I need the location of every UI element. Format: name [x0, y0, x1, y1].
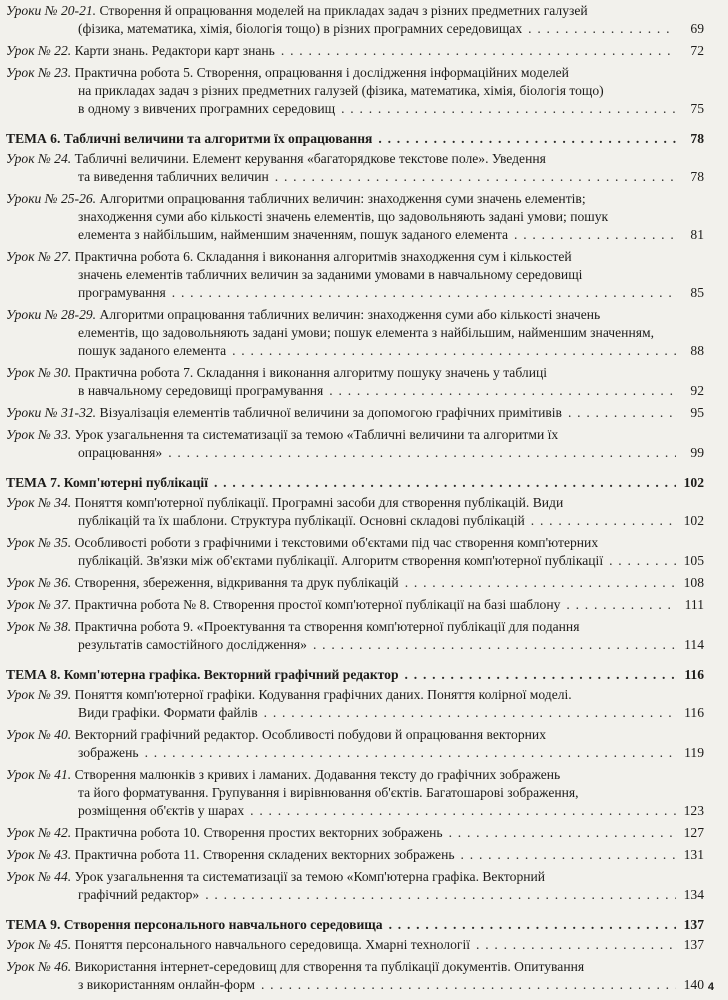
entry-line [6, 342, 704, 360]
topic-heading [6, 130, 704, 148]
lesson-title-text: Практична робота 11. Створення складених векторних зображень [74, 847, 455, 862]
entry-line [6, 494, 704, 512]
lesson-entry [6, 364, 704, 400]
page-ref: 102 [683, 513, 704, 528]
page-ref: 72 [690, 43, 704, 58]
entry-line [6, 802, 704, 820]
topic-title: ТЕМА 7. Комп'ютерні публікації [6, 475, 208, 490]
entry-line [6, 784, 704, 802]
lesson-title-text: Практична робота 9. «Проектування та створення комп'ютерної публікації для подання [74, 619, 580, 634]
dot-leader [172, 284, 676, 302]
lesson-label: Урок № 27. [6, 249, 72, 264]
entry-line [6, 208, 704, 226]
lesson-label: Урок № 42. [6, 825, 72, 840]
dot-leader [476, 936, 676, 954]
lesson-title-text: Практична робота 10. Створення простих векторних зображень [74, 825, 443, 840]
lesson-entry [6, 936, 704, 954]
lesson-label: Урок № 43. [6, 847, 72, 862]
lesson-title-text: Види графіки. Формати файлів [78, 705, 258, 720]
page-number: 4 [707, 981, 714, 993]
lesson-label: Урок № 40. [6, 727, 72, 742]
entry-line [6, 266, 704, 284]
entry-line [6, 324, 704, 342]
entry-line [6, 168, 704, 186]
page-ref: 69 [690, 21, 704, 36]
lesson-label: Урок № 45. [6, 937, 72, 952]
entry-line [6, 306, 704, 324]
lesson-title-text: Практична робота 6. Складання і виконання алгоритмів знаходження сум і кількостей [74, 249, 572, 264]
page-ref: 99 [690, 445, 704, 460]
lesson-title-text: Карти знань. Редактори карт знань [74, 43, 275, 58]
lesson-title-text: Поняття комп'ютерної публікації. Програмні засоби для створення публікацій. Види [74, 495, 564, 510]
lesson-label: Урок № 38. [6, 619, 72, 634]
lesson-title-text: Поняття персонального навчального середовища. Хмарні технології [74, 937, 470, 952]
lesson-title-text: публікацій та їх шаблони. Структура публікації. Основні складові публікацій [78, 513, 525, 528]
page-ref: 127 [683, 825, 704, 840]
dot-leader [514, 226, 676, 244]
lesson-entry [6, 574, 704, 592]
entry-line [6, 284, 704, 302]
lesson-label: Уроки № 20-21. [6, 3, 97, 18]
dot-leader [449, 824, 676, 842]
lesson-title-text: Створення й опрацювання моделей на прикладах задач з різних предметних галузей [99, 3, 588, 18]
dot-leader [389, 916, 676, 934]
dot-leader [261, 976, 676, 994]
lesson-title-text: в одному з вивчених програмних середовищ [78, 101, 336, 116]
page-ref: 140 [683, 977, 704, 992]
page-ref: 134 [683, 887, 704, 902]
dot-leader [405, 666, 676, 684]
lesson-title-text: Табличні величини. Елемент керування «багаторядкове текстове поле». Уведення [74, 151, 546, 166]
page-ref: 131 [683, 847, 704, 862]
entry-line [6, 100, 704, 118]
page-ref: 95 [690, 405, 704, 420]
lesson-label: Урок № 37. [6, 597, 72, 612]
dot-leader [531, 512, 676, 530]
lesson-label: Урок № 41. [6, 767, 72, 782]
lesson-entry [6, 64, 704, 118]
page-ref: 85 [690, 285, 704, 300]
lesson-entry [6, 404, 704, 422]
page-ref: 75 [690, 101, 704, 116]
entry-line [6, 426, 704, 444]
lesson-title-text: Векторний графічний редактор. Особливості побудови й опрацювання векторних [74, 727, 546, 742]
entry-line [6, 20, 704, 38]
lesson-title-text: елемента з найбільшим, найменшим значенням, пошук заданого елемента [78, 227, 509, 242]
lesson-label: Урок № 35. [6, 535, 72, 550]
lesson-label: Уроки № 25-26. [6, 191, 97, 206]
dot-leader [168, 444, 676, 462]
dot-leader [145, 744, 676, 762]
dot-leader [232, 342, 676, 360]
entry-line [6, 382, 704, 400]
entry-line [6, 226, 704, 244]
entry-line [6, 574, 704, 592]
lesson-title-text: Алгоритми опрацювання табличних величин: знаходження суми або кількості значень [99, 307, 601, 322]
dot-leader [250, 802, 676, 820]
topic-heading [6, 916, 704, 934]
page-ref: 116 [684, 667, 704, 682]
entry-line [6, 976, 704, 994]
lesson-title-text: Урок узагальнення та систематизації за темою «Табличні величини та алгоритми їх [74, 427, 559, 442]
lesson-title-text: Практична робота № 8. Створення простої комп'ютерної публікації на базі шаблону [74, 597, 561, 612]
entry-line [6, 824, 704, 842]
lesson-label: Урок № 34. [6, 495, 72, 510]
lesson-entry [6, 868, 704, 904]
lesson-entry [6, 596, 704, 614]
lesson-label: Урок № 36. [6, 575, 72, 590]
lesson-entry [6, 618, 704, 654]
lesson-title-text: результатів самостійного дослідження» [78, 637, 307, 652]
lesson-entry [6, 686, 704, 722]
lesson-title-text: програмування [78, 285, 166, 300]
lesson-entry [6, 534, 704, 570]
lesson-title-text: з використанням онлайн-форм [78, 977, 255, 992]
topic-title: ТЕМА 8. Комп'ютерна графіка. Векторний графічний редактор [6, 667, 399, 682]
page-ref: 116 [684, 705, 704, 720]
entry-line [6, 636, 704, 654]
lesson-entry [6, 42, 704, 60]
lesson-entry [6, 2, 704, 38]
lesson-title-text: зображень [78, 745, 139, 760]
lesson-title-text: Алгоритми опрацювання табличних величин: знаходження суми значень елементів; [99, 191, 586, 206]
dot-leader [214, 474, 676, 492]
topic-heading [6, 666, 704, 684]
entry-line [6, 704, 704, 722]
page-ref: 88 [690, 343, 704, 358]
entry-line [6, 64, 704, 82]
entry-line [6, 666, 704, 684]
entry-line [6, 190, 704, 208]
lesson-entry [6, 766, 704, 820]
entry-line [6, 42, 704, 60]
dot-leader [378, 130, 676, 148]
dot-leader [405, 574, 676, 592]
entry-line [6, 2, 704, 20]
entry-line [6, 82, 704, 100]
lesson-title-text: Практична робота 5. Створення, опрацювання і дослідження інформаційних моделей [74, 65, 569, 80]
lesson-entry [6, 150, 704, 186]
table-of-contents [6, 2, 704, 998]
lesson-entry [6, 726, 704, 762]
lesson-title-text: публікацій. Зв'язки між об'єктами публікації. Алгоритм створення комп'ютерної публікації [78, 553, 604, 568]
page-ref: 81 [690, 227, 704, 242]
topic-title: ТЕМА 9. Створення персонального навчального середовища [6, 917, 383, 932]
lesson-entry [6, 958, 704, 994]
entry-line [6, 958, 704, 976]
page-ref: 114 [684, 637, 704, 652]
entry-line [6, 248, 704, 266]
lesson-title-text: (фізика, математика, хімія, біологія тощо) в різних програмних середовищах [78, 21, 523, 36]
dot-leader [275, 168, 676, 186]
lesson-title-text: розміщення об'єктів у шарах [78, 803, 245, 818]
lesson-entry [6, 306, 704, 360]
lesson-title-text: Поняття комп'ютерної графіки. Кодування графічних даних. Поняття колірної моделі. [74, 687, 572, 702]
lesson-entry [6, 248, 704, 302]
dot-leader [205, 886, 676, 904]
entry-line [6, 766, 704, 784]
entry-line [6, 596, 704, 614]
dot-leader [566, 596, 676, 614]
entry-line [6, 130, 704, 148]
lesson-title-text: в навчальному середовищі програмування [78, 383, 324, 398]
entry-line [6, 534, 704, 552]
lesson-title-text: Особливості роботи з графічними і текстовими об'єктами під час створення комп'ютерних [74, 535, 599, 550]
lesson-label: Урок № 24. [6, 151, 72, 166]
page-ref: 92 [690, 383, 704, 398]
page-ref: 105 [683, 553, 704, 568]
page-ref: 123 [683, 803, 704, 818]
dot-leader [329, 382, 676, 400]
lesson-label: Урок № 46. [6, 959, 72, 974]
topic-heading [6, 474, 704, 492]
entry-line [6, 936, 704, 954]
entry-line [6, 686, 704, 704]
lesson-title-text: та його форматування. Групування і вирівнювання об'єктів. Багатошарові зображення, [78, 785, 579, 800]
lesson-entry [6, 824, 704, 842]
page-ref: 137 [683, 937, 704, 952]
lesson-entry [6, 190, 704, 244]
lesson-title-text: пошук заданого елемента [78, 343, 227, 358]
topic-title: ТЕМА 6. Табличні величини та алгоритми їх опрацювання [6, 131, 373, 146]
page-ref: 137 [683, 917, 704, 932]
lesson-title-text: Візуалізація елементів табличної величини за допомогою графічних примітивів [99, 405, 562, 420]
lesson-title-text: Урок узагальнення та систематизації за темою «Комп'ютерна графіка. Векторний [74, 869, 546, 884]
lesson-title-text: Створення, збереження, відкривання та друк публікацій [74, 575, 399, 590]
entry-line [6, 868, 704, 886]
lesson-title-text: елементів, що задовольняють задані умови; пошук елемента з найбільшим, найменшим значенням, [78, 325, 654, 340]
lesson-label: Урок № 33. [6, 427, 72, 442]
entry-line [6, 474, 704, 492]
page-ref: 111 [684, 597, 704, 612]
dot-leader [313, 636, 676, 654]
entry-line [6, 916, 704, 934]
lesson-title-text: Створення малюнків з кривих і ламаних. Додавання тексту до графічних зображень [74, 767, 561, 782]
dot-leader [264, 704, 676, 722]
lesson-title-text: Практична робота 7. Складання і виконання алгоритму пошуку значень у таблиці [74, 365, 548, 380]
dot-leader [461, 846, 676, 864]
entry-line [6, 404, 704, 422]
dot-leader [341, 100, 676, 118]
lesson-title-text: знаходження суми або кількості значень елементів, що задовольняють задані умови; пошук [78, 209, 609, 224]
entry-line [6, 846, 704, 864]
entry-line [6, 618, 704, 636]
lesson-label: Уроки № 28-29. [6, 307, 97, 322]
entry-line [6, 744, 704, 762]
lesson-title-text: та виведення табличних величин [78, 169, 269, 184]
dot-leader [568, 404, 676, 422]
lesson-title-text: опрацювання» [78, 445, 163, 460]
page-ref: 119 [684, 745, 704, 760]
entry-line [6, 726, 704, 744]
lesson-label: Урок № 23. [6, 65, 72, 80]
entry-line [6, 886, 704, 904]
lesson-title-text: на прикладах задач з різних предметних галузей (фізика, математика, хімія, біологія тощо) [78, 83, 604, 98]
page-ref: 78 [690, 131, 704, 146]
lesson-title-text: графічний редактор» [78, 887, 200, 902]
entry-line [6, 364, 704, 382]
lesson-label: Урок № 39. [6, 687, 72, 702]
entry-line [6, 552, 704, 570]
lesson-label: Урок № 44. [6, 869, 72, 884]
lesson-label: Уроки № 31-32. [6, 405, 97, 420]
entry-line [6, 444, 704, 462]
dot-leader [609, 552, 676, 570]
page-ref: 78 [690, 169, 704, 184]
lesson-label: Урок № 30. [6, 365, 72, 380]
lesson-label: Урок № 22. [6, 43, 72, 58]
page-ref: 108 [683, 575, 704, 590]
dot-leader [528, 20, 676, 38]
dot-leader [281, 42, 676, 60]
entry-line [6, 150, 704, 168]
lesson-title-text: Використання інтернет-середовищ для створення та публікації документів. Опитування [74, 959, 585, 974]
lesson-title-text: значень елементів табличних величин за заданими умовами в навчальному середовищі [78, 267, 583, 282]
entry-line [6, 512, 704, 530]
lesson-entry [6, 846, 704, 864]
page-ref: 102 [683, 475, 704, 490]
lesson-entry [6, 426, 704, 462]
lesson-entry [6, 494, 704, 530]
